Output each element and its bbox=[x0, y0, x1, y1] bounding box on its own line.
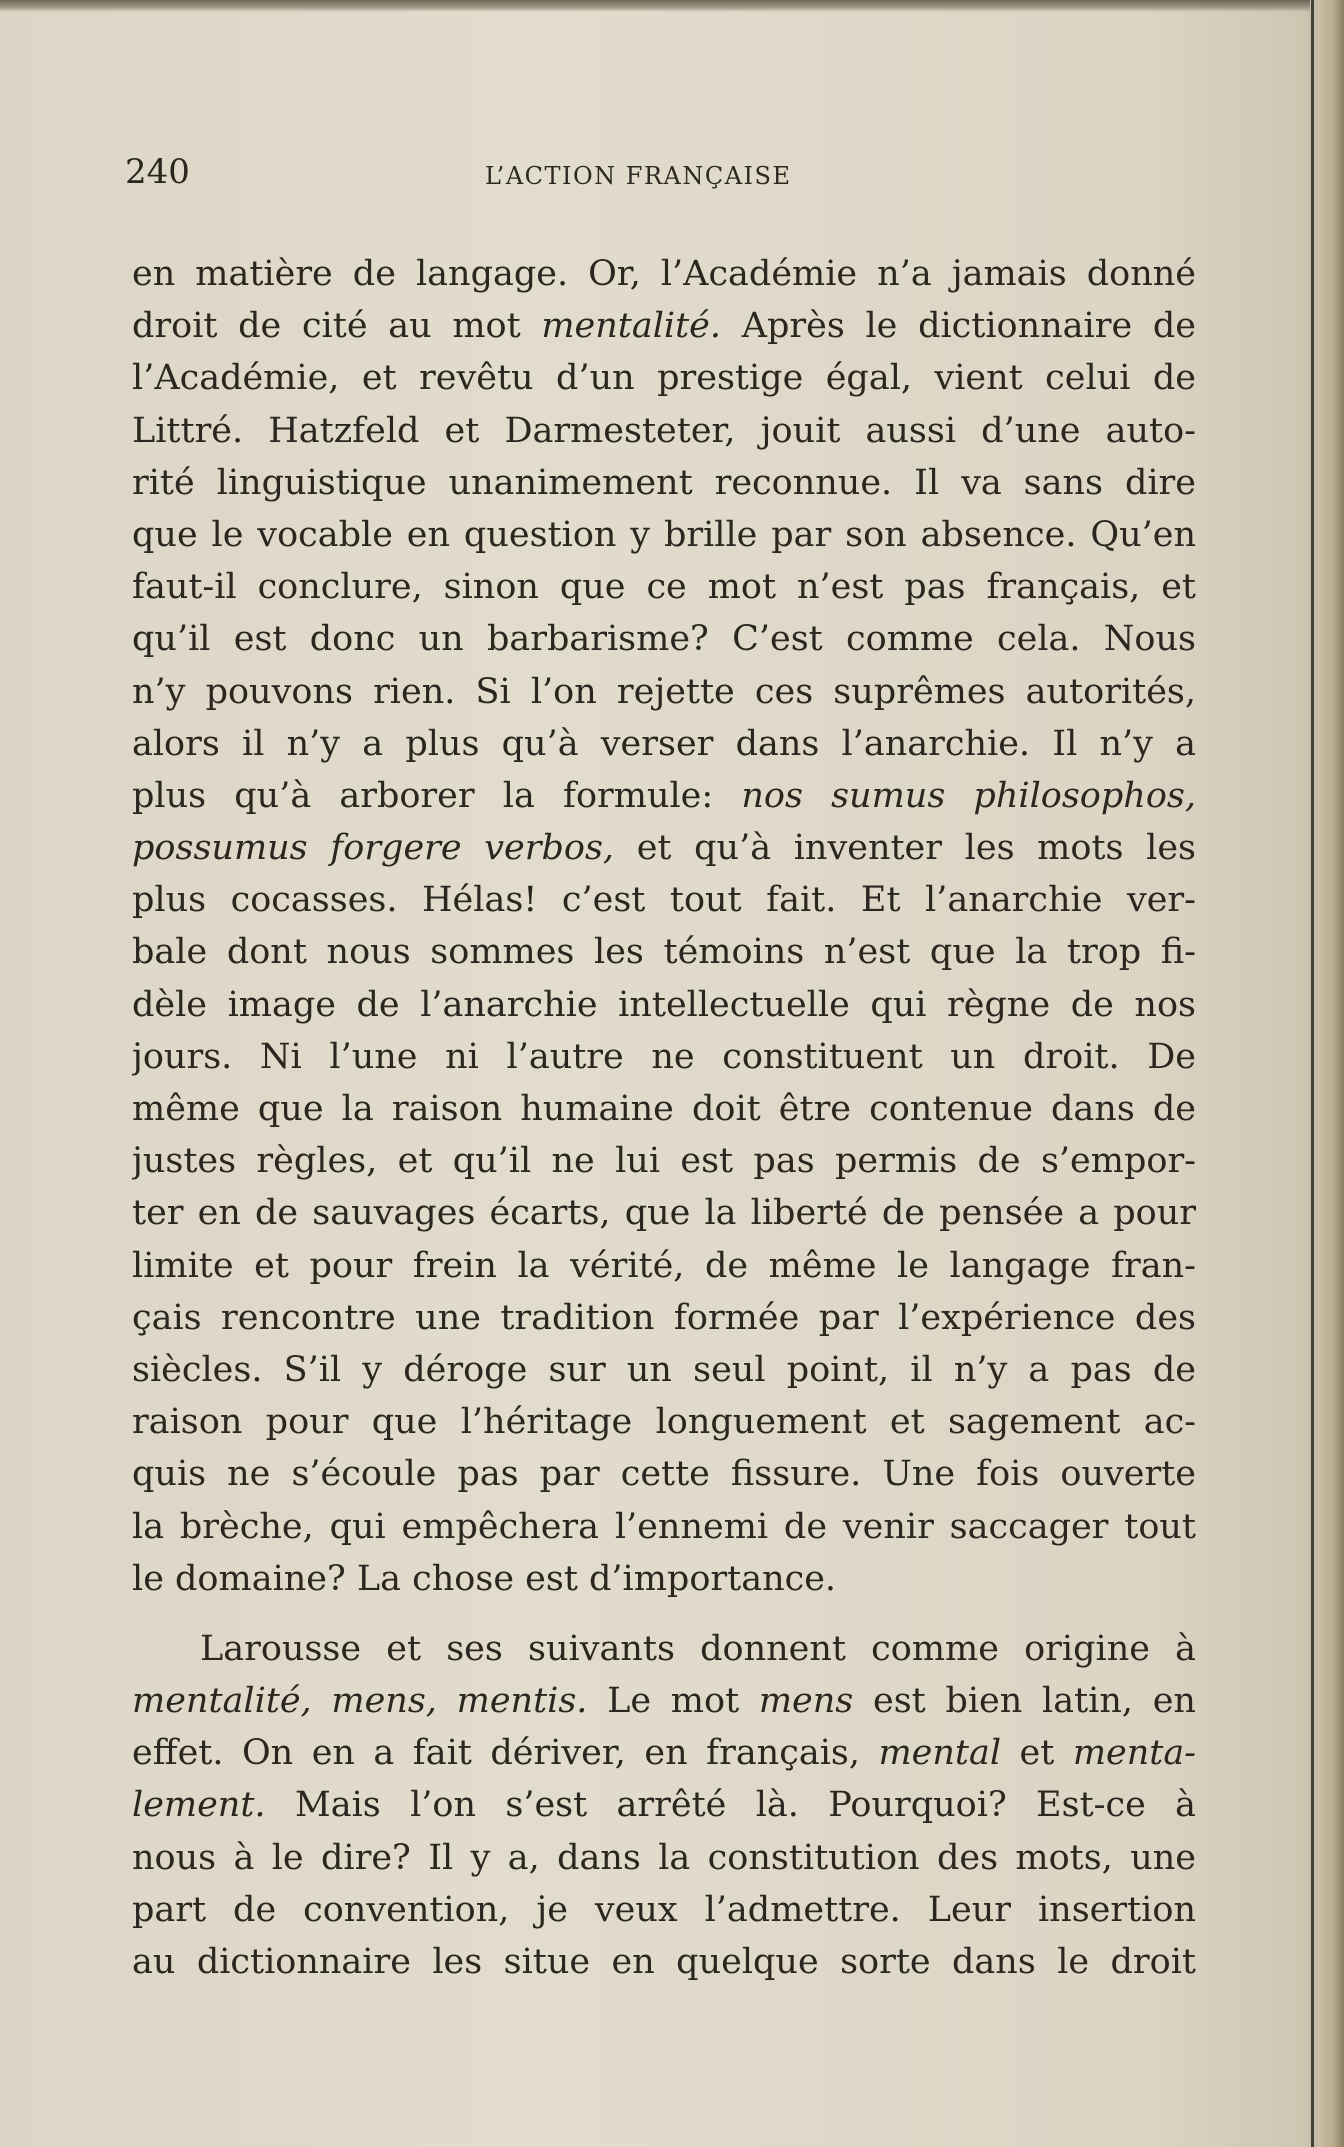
paragraph bbox=[132, 1623, 1196, 1988]
text-line bbox=[132, 248, 1196, 300]
text-line bbox=[132, 822, 1196, 874]
text-run: limite et pour frein la vérité, de même le langage fran- bbox=[132, 1245, 1196, 1286]
text-line bbox=[132, 352, 1196, 404]
text-line bbox=[132, 1779, 1196, 1831]
text-run: que le vocable en question y brille par son absence. Qu’en bbox=[132, 514, 1196, 555]
text-line bbox=[132, 405, 1196, 457]
text-run: part de convention, je veux l’admettre. Leur insertion bbox=[132, 1889, 1196, 1930]
text-run: Après le dictionnaire de bbox=[721, 306, 1196, 347]
text-line bbox=[132, 1832, 1196, 1884]
text-line bbox=[132, 1675, 1196, 1727]
italic-text: mentalité. bbox=[541, 306, 722, 347]
text-line bbox=[132, 1396, 1196, 1448]
text-run: n’y pouvons rien. Si l’on rejette ces suprêmes autorités, bbox=[132, 671, 1196, 712]
text-run: raison pour que l’héritage longuement et sagement ac- bbox=[132, 1402, 1196, 1443]
text-line bbox=[132, 874, 1196, 926]
text-line bbox=[132, 1240, 1196, 1292]
italic-text: mental bbox=[878, 1733, 1002, 1774]
text-run: quis ne s’écoule pas par cette fissure. Une fois ouverte bbox=[132, 1454, 1196, 1495]
text-run: plus qu’à arborer la formule: bbox=[132, 775, 742, 816]
text-line bbox=[132, 718, 1196, 770]
italic-text: lement. bbox=[132, 1785, 266, 1826]
page-top-edge bbox=[0, 0, 1310, 12]
italic-text: possumus forgere verbos, bbox=[132, 828, 615, 869]
text-line bbox=[132, 1501, 1196, 1553]
page-header bbox=[125, 150, 1205, 198]
text-line bbox=[132, 613, 1196, 665]
italic-text: mentalité, mens, mentis. bbox=[132, 1681, 588, 1722]
text-run: dèle image de l’anarchie intellectuelle qui règne de nos bbox=[132, 984, 1196, 1025]
text-run: Larousse et ses suivants donnent comme origine à bbox=[200, 1628, 1196, 1669]
paragraph-gap bbox=[132, 1605, 1196, 1623]
text-run: siècles. S’il y déroge sur un seul point, il n’y a pas de bbox=[132, 1349, 1196, 1390]
text-run: effet. On en a fait dériver, en français, bbox=[132, 1733, 879, 1774]
text-line bbox=[132, 1884, 1196, 1936]
text-line bbox=[132, 926, 1196, 978]
text-run: nous à le dire? Il y a, dans la constitution des mots, une bbox=[132, 1837, 1196, 1878]
text-line bbox=[132, 509, 1196, 561]
text-line bbox=[132, 979, 1196, 1031]
italic-text: nos sumus philosophos, bbox=[741, 775, 1196, 816]
text-line bbox=[132, 1344, 1196, 1396]
text-run: plus cocasses. Hélas! c’est tout fait. Et l’anarchie ver- bbox=[132, 880, 1196, 921]
text-line bbox=[132, 1727, 1196, 1779]
paragraph bbox=[132, 248, 1196, 1605]
text-line bbox=[132, 1135, 1196, 1187]
text-run: et bbox=[1001, 1733, 1073, 1774]
text-run: Littré. Hatzfeld et Darmesteter, jouit aussi d’une auto- bbox=[132, 410, 1196, 451]
text-run: alors il n’y a plus qu’à verser dans l’anarchie. Il n’y a bbox=[132, 723, 1196, 764]
italic-text: menta- bbox=[1072, 1733, 1196, 1774]
text-run: ter en de sauvages écarts, que la liberté de pensée a pour bbox=[132, 1193, 1196, 1234]
text-line bbox=[132, 1623, 1196, 1675]
text-run: la brèche, qui empêchera l’ennemi de venir saccager tout bbox=[132, 1506, 1196, 1547]
page-number: 240 bbox=[125, 152, 190, 192]
text-run: jours. Ni l’une ni l’autre ne constituent un droit. De bbox=[132, 1036, 1196, 1077]
text-run: qu’il est donc un barbarisme? C’est comme cela. Nous bbox=[132, 619, 1196, 660]
text-line bbox=[132, 300, 1196, 352]
page-right-shadow-line bbox=[1311, 0, 1314, 2147]
page-right-edge bbox=[1318, 0, 1344, 2147]
text-run: rité linguistique unanimement reconnue. Il va sans dire bbox=[132, 462, 1196, 503]
text-line bbox=[132, 1083, 1196, 1135]
text-run: est bien latin, en bbox=[853, 1681, 1196, 1722]
text-line bbox=[132, 1031, 1196, 1083]
text-line bbox=[132, 770, 1196, 822]
running-head: L’ACTION FRANÇAISE bbox=[485, 162, 792, 190]
text-run: droit de cité au mot bbox=[132, 306, 542, 347]
text-run: çais rencontre une tradition formée par l’expérience des bbox=[132, 1297, 1196, 1338]
text-run: Mais l’on s’est arrêté là. Pourquoi? Est-ce à bbox=[265, 1785, 1196, 1826]
text-run: bale dont nous sommes les témoins n’est que la trop fi- bbox=[132, 932, 1196, 973]
text-line bbox=[132, 1448, 1196, 1500]
text-run: le domaine? La chose est d’importance. bbox=[132, 1558, 837, 1599]
text-line bbox=[132, 561, 1196, 613]
text-run: justes règles, et qu’il ne lui est pas permis de s’empor- bbox=[132, 1141, 1196, 1182]
text-line bbox=[132, 1553, 1196, 1605]
text-run: faut-il conclure, sinon que ce mot n’est pas français, et bbox=[132, 567, 1196, 608]
text-run: Le mot bbox=[587, 1681, 759, 1722]
text-run: en matière de langage. Or, l’Académie n’a jamais donné bbox=[132, 254, 1196, 294]
text-line bbox=[132, 1187, 1196, 1239]
text-run: même que la raison humaine doit être contenue dans de bbox=[132, 1089, 1196, 1129]
text-line bbox=[132, 1292, 1196, 1344]
text-run: au dictionnaire les situe en quelque sorte dans le droit bbox=[132, 1942, 1196, 1982]
text-run: et qu’à inventer les mots les bbox=[614, 828, 1196, 869]
italic-text: mens bbox=[758, 1681, 854, 1722]
text-line bbox=[132, 1936, 1196, 1988]
text-run: l’Académie, et revêtu d’un prestige égal, vient celui de bbox=[132, 358, 1196, 399]
text-line bbox=[132, 457, 1196, 509]
text-line bbox=[132, 666, 1196, 718]
body-text bbox=[132, 248, 1196, 1988]
